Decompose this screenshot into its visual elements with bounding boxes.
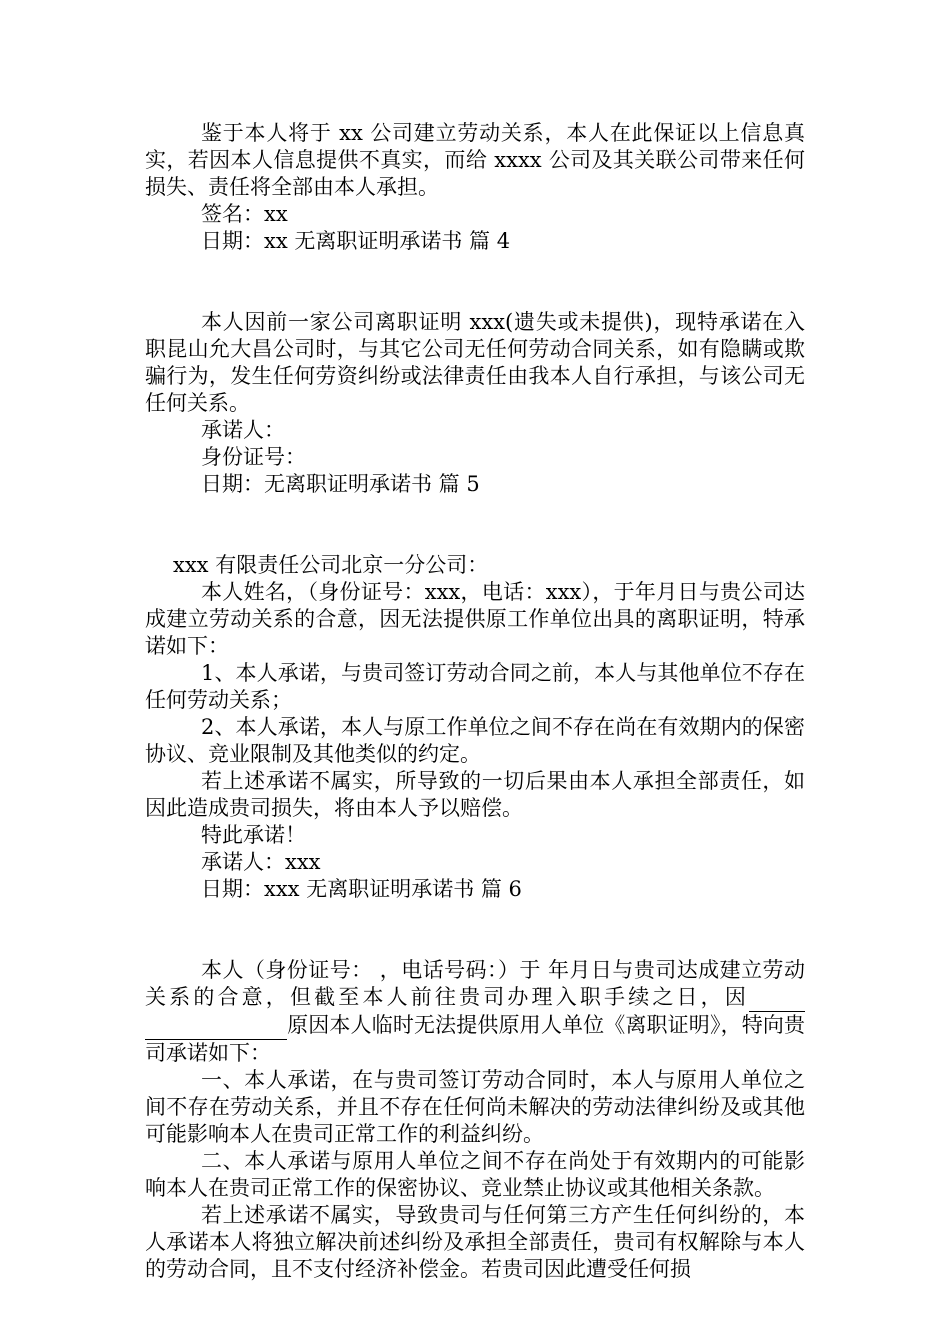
section6-intro [145, 957, 805, 1067]
section3-closing-paragraph: 鉴于本人将于 xx 公司建立劳动关系，本人在此保证以上信息真实，若因本人信息提供不真实，而给 xxxx 公司及其关联公司带来任何损失、责任将全部由本人承担。 [145, 121, 805, 199]
section5-addressee: xxx 有限责任公司北京一分公司： [173, 553, 489, 577]
section4-promisor: 承诺人： [201, 418, 285, 442]
section5-item-1: 1、本人承诺，与贵司签订劳动合同之前，本人与其他单位不存在任何劳动关系； [145, 661, 805, 712]
fill-in-blank-line [145, 1012, 287, 1040]
section4-paragraph: 本人因前一家公司离职证明 xxx(遗失或未提供)，现特承诺在入职昆山允大昌公司时，与其它公司无任何劳动合同关系，如有隐瞒或欺骗行为，发生任何劳资纠纷或法律责任由我本人自行承担，与该公司无任何关系。 [145, 310, 805, 415]
section-gap [145, 255, 805, 309]
document-page [145, 120, 805, 1283]
section6-intro-part-a: 本人（身份证号： ，电话号码：）于 年月日与贵司达成建立劳动关系的合意，但截至本人前往贵司办理入职手续之日，因 [145, 958, 805, 1009]
section5-item-3: 若上述承诺不属实，所导致的一切后果由本人承担全部责任，如因此造成贵司损失，将由本人予以赔偿。 [145, 769, 805, 820]
section6-item-2: 二、本人承诺与原用人单位之间不存在尚处于有效期内的可能影响本人在贵司正常工作的保密协议、竞业禁止协议或其他相关条款。 [145, 1149, 805, 1200]
section5-intro: 本人姓名，（身份证号：xxx，电话：xxx），于年月日与贵公司达成建立劳动关系的合意，因无法提供原工作单位出具的离职证明，特承诺如下： [145, 580, 805, 658]
section3-signature: 签名：xx [201, 202, 288, 226]
section3-date-heading: 日期：xx 无离职证明承诺书 篇 4 [201, 229, 511, 253]
section6-item-1: 一、本人承诺，在与贵司签订劳动合同时，本人与原用人单位之间不存在劳动关系，并且不存在任何尚未解决的劳动法律纠纷及或其他可能影响本人在贵司正常工作的利益纠纷。 [145, 1068, 805, 1146]
section-gap [145, 498, 805, 552]
section5-item-2: 2、本人承诺，本人与原工作单位之间不存在尚在有效期内的保密协议、竞业限制及其他类似的约定。 [145, 715, 805, 766]
section5-date-heading: 日期：xxx 无离职证明承诺书 篇 6 [201, 877, 522, 901]
section4-date-heading: 日期：无离职证明承诺书 篇 5 [201, 472, 480, 496]
section-gap [145, 903, 805, 957]
section5-closing: 特此承诺！ [201, 823, 306, 847]
section6-intro-part-b: 原因本人临时无法提供原用人单位《离职证明》，特向贵司承诺如下： [145, 1013, 805, 1065]
section5-promisor: 承诺人：xxx [201, 850, 321, 874]
section4-id-number: 身份证号： [201, 445, 306, 469]
fill-in-blank-line [749, 984, 805, 1012]
section6-item-3: 若上述承诺不属实，导致贵司与任何第三方产生任何纠纷的，本人承诺本人将独立解决前述纠纷及承担全部责任，贵司有权解除与本人的劳动合同，且不支付经济补偿金。若贵司因此遭受任何损 [145, 1203, 805, 1281]
